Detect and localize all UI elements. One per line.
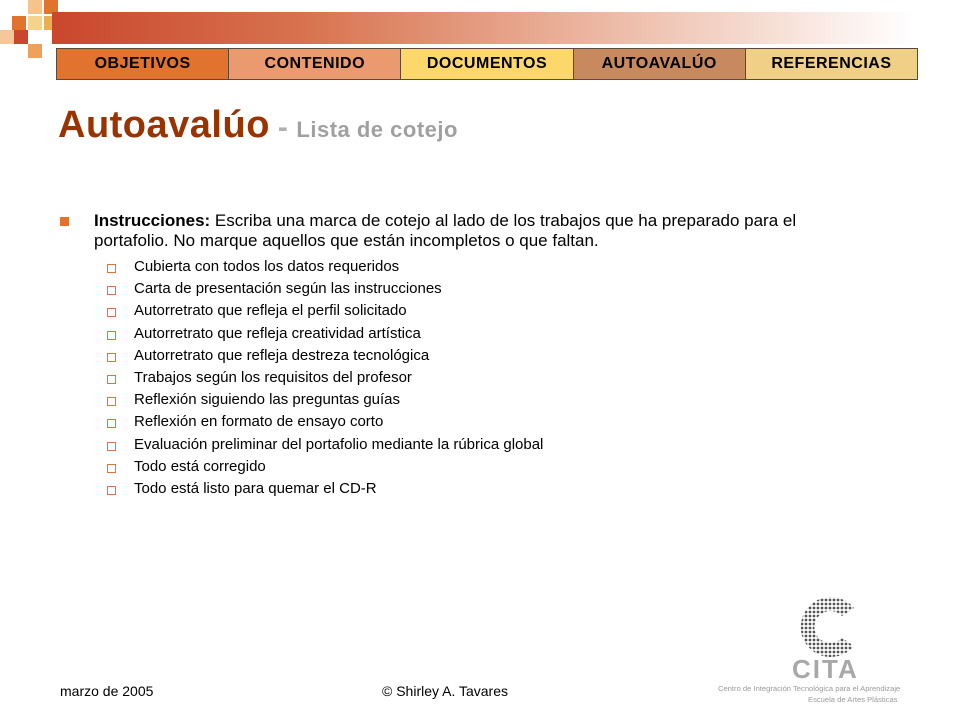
checklist-item-label: Autorretrato que refleja creatividad artística [134,324,421,342]
main-nav [56,48,918,80]
checklist [58,256,858,500]
footer-author: © Shirley A. Tavares [382,683,508,699]
checkbox-icon[interactable] [107,286,116,295]
checklist-item [104,278,858,300]
checklist-item [104,300,858,322]
header-gradient-bar [52,12,912,44]
cita-logo-icon [716,594,944,706]
checklist-item-label: Trabajos según los requisitos del profesor [134,369,412,387]
title-separator: - [277,111,289,144]
checklist-item-label: Todo está corregido [134,457,266,475]
checkbox-icon[interactable] [107,442,116,451]
checklist-item-label: Todo está listo para quemar el CD-R [134,480,377,498]
tab-contenido[interactable]: CONTENIDO [229,49,401,79]
checklist-item [104,345,858,367]
slide-content [58,211,858,500]
checklist-item-label: Carta de presentación según las instrucciones [134,280,442,298]
logo-line1: Centro de Integración Tecnológica para el Aprendizaje [718,684,901,693]
checklist-item-label: Reflexión siguiendo las preguntas guías [134,391,401,409]
checklist-item-label: Autorretrato que refleja el perfil solicitado [134,302,407,320]
logo-line2: Escuela de Artes Plásticas [808,695,898,704]
checklist-item [104,411,858,433]
checklist-item [104,323,858,345]
tab-autoavaluo[interactable]: AUTOAVALÚO [574,49,746,79]
checkbox-icon[interactable] [107,397,116,406]
footer-date: marzo de 2005 [60,683,154,699]
checkbox-icon[interactable] [107,375,116,384]
checklist-item-label: Evaluación preliminar del portafolio mediante la rúbrica global [134,435,544,453]
checklist-item [104,478,858,500]
tab-referencias[interactable]: REFERENCIAS [746,49,917,79]
square-bullet-icon [60,217,69,226]
checkbox-icon[interactable] [107,486,116,495]
checkbox-icon[interactable] [107,308,116,317]
checklist-item [104,434,858,456]
checklist-item [104,256,858,278]
checkbox-icon[interactable] [107,353,116,362]
instructions-paragraph [58,211,858,251]
title-subtitle: Lista de cotejo [296,117,458,142]
checklist-item [104,389,858,411]
title-main: Autoavalúo [58,104,270,146]
instructions-label: Instrucciones: [94,211,211,230]
instructions-text: Escriba una marca de cotejo al lado de los trabajos que ha preparado para el portafolio. No marque aquellos que están incompletos o que faltan. [94,211,797,250]
checklist-item-label: Reflexión en formato de ensayo corto [134,413,384,431]
checkbox-icon[interactable] [107,464,116,473]
checkbox-icon[interactable] [107,419,116,428]
cita-logo [716,594,944,706]
checklist-item [104,456,858,478]
checkbox-icon[interactable] [107,264,116,273]
checklist-item-label: Cubierta con todos los datos requeridos [134,258,400,275]
tab-objetivos[interactable]: OBJETIVOS [57,49,229,79]
checklist-item [104,367,858,389]
tab-documentos[interactable]: DOCUMENTOS [401,49,573,79]
page-title [58,104,458,147]
checkbox-icon[interactable] [107,331,116,340]
checklist-item-label: Autorretrato que refleja destreza tecnológica [134,346,430,364]
logo-wordmark: CITA [792,654,859,684]
